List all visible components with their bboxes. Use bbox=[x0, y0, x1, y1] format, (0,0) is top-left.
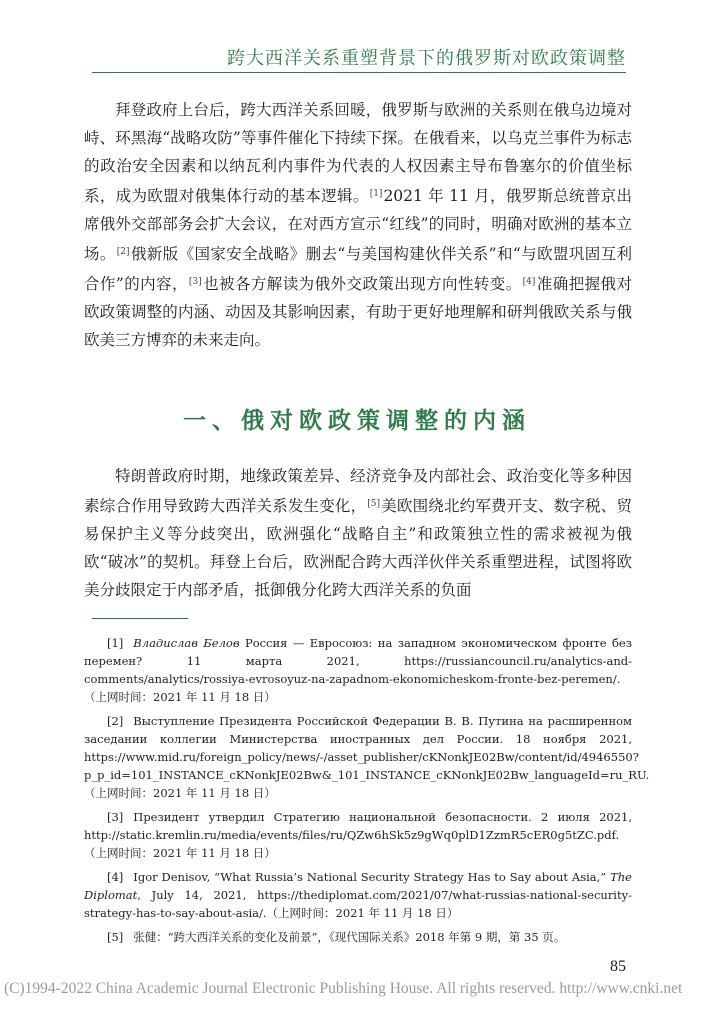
paragraph-2-sentence-2: 美欧围绕北约军费开支、数字税、贸易保护主义等分歧突出，欧洲强化“战略自主”和政策独立性的需求被视为俄欧“破冰”的契机。拜登上台后，欧洲配合跨大西洋伙伴关系重塑进程，试图将欧美分歧限定于内部矛盾，抵御俄分化跨大西洋关系的负面 bbox=[84, 497, 632, 599]
footnotes-list bbox=[84, 634, 650, 952]
footnote-divider bbox=[92, 618, 188, 619]
footnote-journal: The Diplomat bbox=[84, 870, 632, 902]
footnote-1 bbox=[84, 634, 632, 706]
footnote-marker: [4] bbox=[107, 870, 124, 884]
footnote-ref-3[interactable]: [3] bbox=[188, 277, 202, 287]
footnote-marker: [2] bbox=[107, 714, 124, 728]
footnote-marker: [1] bbox=[107, 636, 124, 650]
page-number: 85 bbox=[610, 958, 626, 975]
running-header-title: 跨大西洋关系重塑背景下的俄罗斯对欧政策调整 bbox=[227, 48, 626, 69]
footnote-2 bbox=[84, 712, 650, 802]
footnote-5 bbox=[84, 928, 632, 946]
section-heading: 一、俄对欧政策调整的内涵 bbox=[183, 407, 531, 434]
footnote-ref-5[interactable]: [5] bbox=[367, 499, 381, 509]
footnote-4 bbox=[84, 868, 632, 922]
footnote-ref-1[interactable]: [1] bbox=[369, 189, 383, 199]
paragraph-1-sentence-3: 俄新版《国家安全战略》删去“与美国构建伙伴关系”和“与欧盟巩固互利合作”的内容， bbox=[84, 245, 632, 293]
header-divider bbox=[92, 72, 626, 73]
footnote-3 bbox=[84, 808, 632, 862]
footnote-ref-2[interactable]: [2] bbox=[116, 247, 130, 257]
footnote-text: Igor Denisov, “What Russia’s National Security Strategy Has to Say about Asia,” bbox=[133, 870, 611, 884]
body-paragraph-1 bbox=[84, 96, 632, 354]
footnote-text: Президент утвердил Стратегию национальной безопасности. 2 июля 2021, http://static.kremlin.ru/media/events/files/ru/QZw6hSk5z9gWq0plD1ZzmR5cER0g5tZC.pdf.（上网时间：2021 年 11 月 18 日） bbox=[84, 810, 632, 860]
footnote-text: Россия — Евросоюз: на западном экономическом фронте без перемен? 11 марта 2021, https://russiancouncil.ru/analytics-and-comments/analytics/rossiya-evrosoyuz-na-zapadnom-ekonomicheskom-fronte-bez-peremen/.（上网时间：2021 年 11 月 18 日） bbox=[84, 636, 632, 704]
footnote-marker: [5] bbox=[107, 930, 124, 944]
footnote-author: Владислав Белов bbox=[133, 636, 240, 650]
paragraph-1-sentence-4: 也被各方解读为俄外交政策出现方向性转变。 bbox=[202, 275, 522, 293]
paragraph-2-sentence-1: 特朗普政府时期，地缘政策差异、经济竞争及内部社会、政治变化等多种因素综合作用导致跨大西洋关系发生变化， bbox=[84, 467, 632, 515]
paragraph-1-sentence-5: 准确把握俄对欧政策调整的内涵、动因及其影响因素，有助于更好地理解和研判俄欧关系与俄欧美三方博弈的未来走向。 bbox=[84, 275, 632, 349]
paragraph-1-sentence-1: 拜登政府上台后，跨大西洋关系回暖，俄罗斯与欧洲的关系则在俄乌边境对峙、环黑海“战略攻防”等事件催化下持续下探。在俄看来，以乌克兰事件为标志的政治安全因素和以纳瓦利内事件为代表的人权因素主导布鲁塞尔的价值坐标系，成为欧盟对俄集体行动的基本逻辑。 bbox=[84, 101, 632, 205]
footnote-marker: [3] bbox=[107, 810, 124, 824]
copyright-watermark: (C)1994-2022 China Academic Journal Electronic Publishing House. All rights reserved. http://www.cnki.net bbox=[4, 980, 683, 997]
footnote-text: Выступление Президента Российской Федерации В. В. Путина на расширенном заседании коллегии Министерства иностранных дел России. 18 ноября 2021, https://www.mid.ru/foreign_policy/news/-/asset_publisher/cKNonkJE02Bw/content/id/4946550?p_p_id=101_INSTANCE_cKNonkJE02Bw&_101_INSTANCE_cKNonkJE02Bw_languageId=ru_RU.（上网时间：2021 年 11 月 18 日） bbox=[84, 714, 650, 800]
footnote-text-tail: , July 14, 2021, https://thediplomat.com/2021/07/what-russias-national-security-strategy-has-to-say-about-asia/.（上网时间：2021 年 11 月 18 日） bbox=[84, 888, 632, 920]
footnote-ref-4[interactable]: [4] bbox=[522, 277, 536, 287]
body-paragraph-2 bbox=[84, 462, 632, 604]
paragraph-1-sentence-2: 2021 年 11 月，俄罗斯总统普京出席俄外交部部务会扩大会议，在对西方宣示“红线”的同时，明确对欧洲的基本立场。 bbox=[84, 187, 632, 263]
footnote-text: 张健：“跨大西洋关系的变化及前景”，《现代国际关系》2018 年第 9 期，第 35 页。 bbox=[133, 930, 566, 944]
